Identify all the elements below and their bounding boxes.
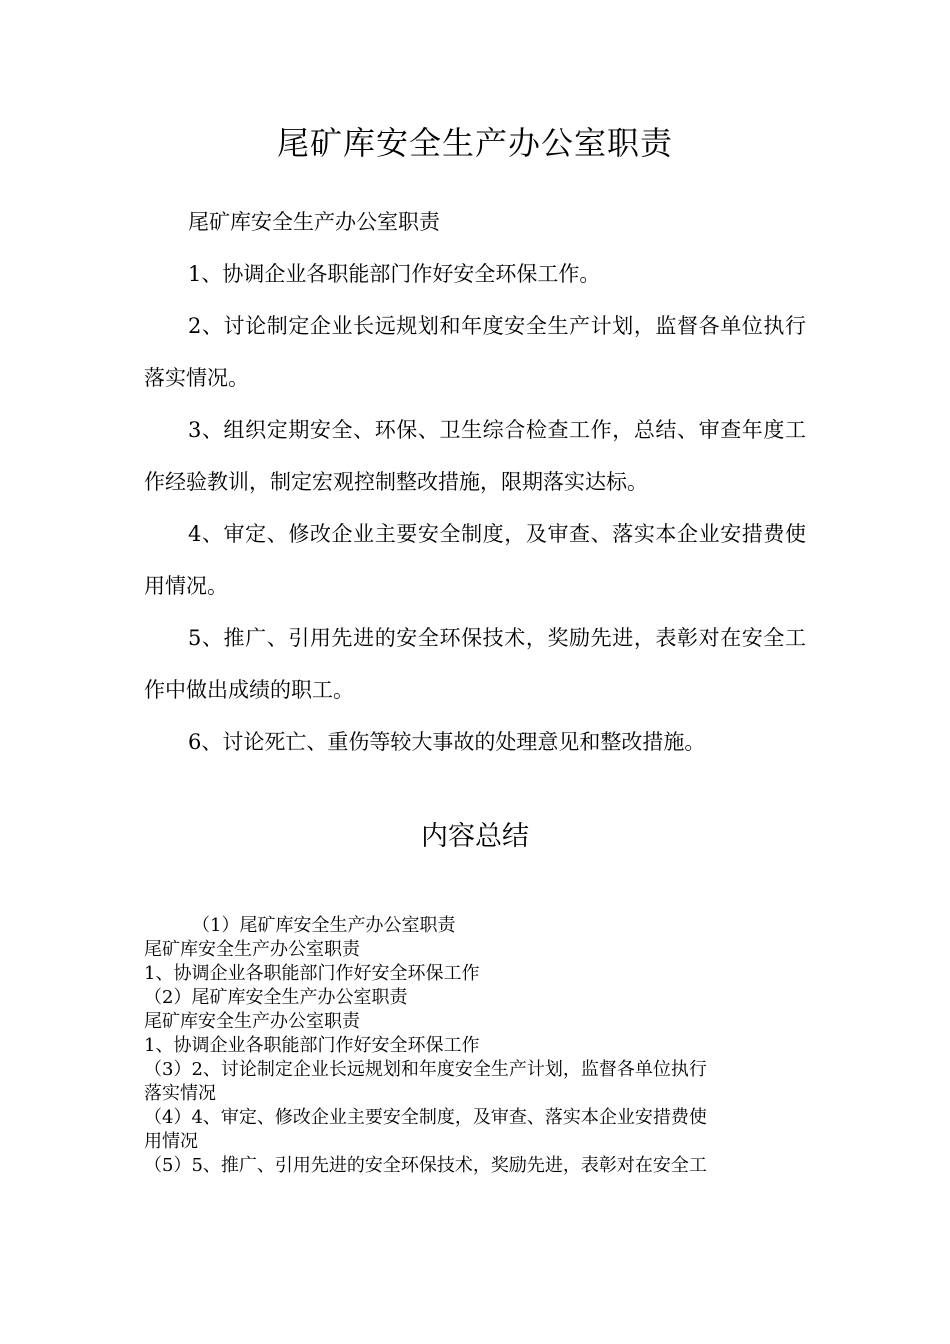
summary-line: （5）5、推广、引用先进的安全环保技术，奖励先进，表彰对在安全工 [144,1155,707,1176]
paragraph-duty-4: 4、审定、修改企业主要安全制度，及审查、落实本企业安措费使用情况。 [144,522,806,598]
summary-line: 尾矿库安全生产办公室职责 [144,939,360,960]
paragraph-duty-2: 2、讨论制定企业长远规划和年度安全生产计划，监督各单位执行落实情况。 [144,314,806,390]
summary-line: 1、协调企业各职能部门作好安全环保工作 [144,963,480,984]
paragraph-duty-5: 5、推广、引用先进的安全环保技术，奖励先进，表彰对在安全工作中做出成绩的职工。 [144,626,806,702]
paragraph-duty-6: 6、讨论死亡、重伤等较大事故的处理意见和整改措施。 [188,730,706,754]
summary-title: 内容总结 [421,821,529,852]
paragraph-heading: 尾矿库安全生产办公室职责 [188,210,440,234]
summary-line: 落实情况 [144,1083,216,1104]
summary-line: （1）尾矿库安全生产办公室职责 [192,915,456,936]
summary-line: 用情况 [144,1131,198,1152]
document-body [144,196,806,768]
summary-line: 尾矿库安全生产办公室职责 [144,1011,360,1032]
summary-line: 1、协调企业各职能部门作好安全环保工作 [144,1035,480,1056]
document-title: 尾矿库安全生产办公室职责 [276,124,673,162]
summary-line: （2）尾矿库安全生产办公室职责 [144,987,408,1008]
summary-line: （3）2、讨论制定企业长远规划和年度安全生产计划，监督各单位执行 [144,1059,707,1080]
summary-section [144,914,794,1178]
paragraph-duty-3: 3、组织定期安全、环保、卫生综合检查工作，总结、审查年度工作经验教训，制定宏观控制整改措施，限期落实达标。 [144,418,806,494]
paragraph-duty-1: 1、协调企业各职能部门作好安全环保工作。 [188,262,601,286]
summary-line: （4）4、审定、修改企业主要安全制度，及审查、落实本企业安措费使 [144,1107,707,1128]
